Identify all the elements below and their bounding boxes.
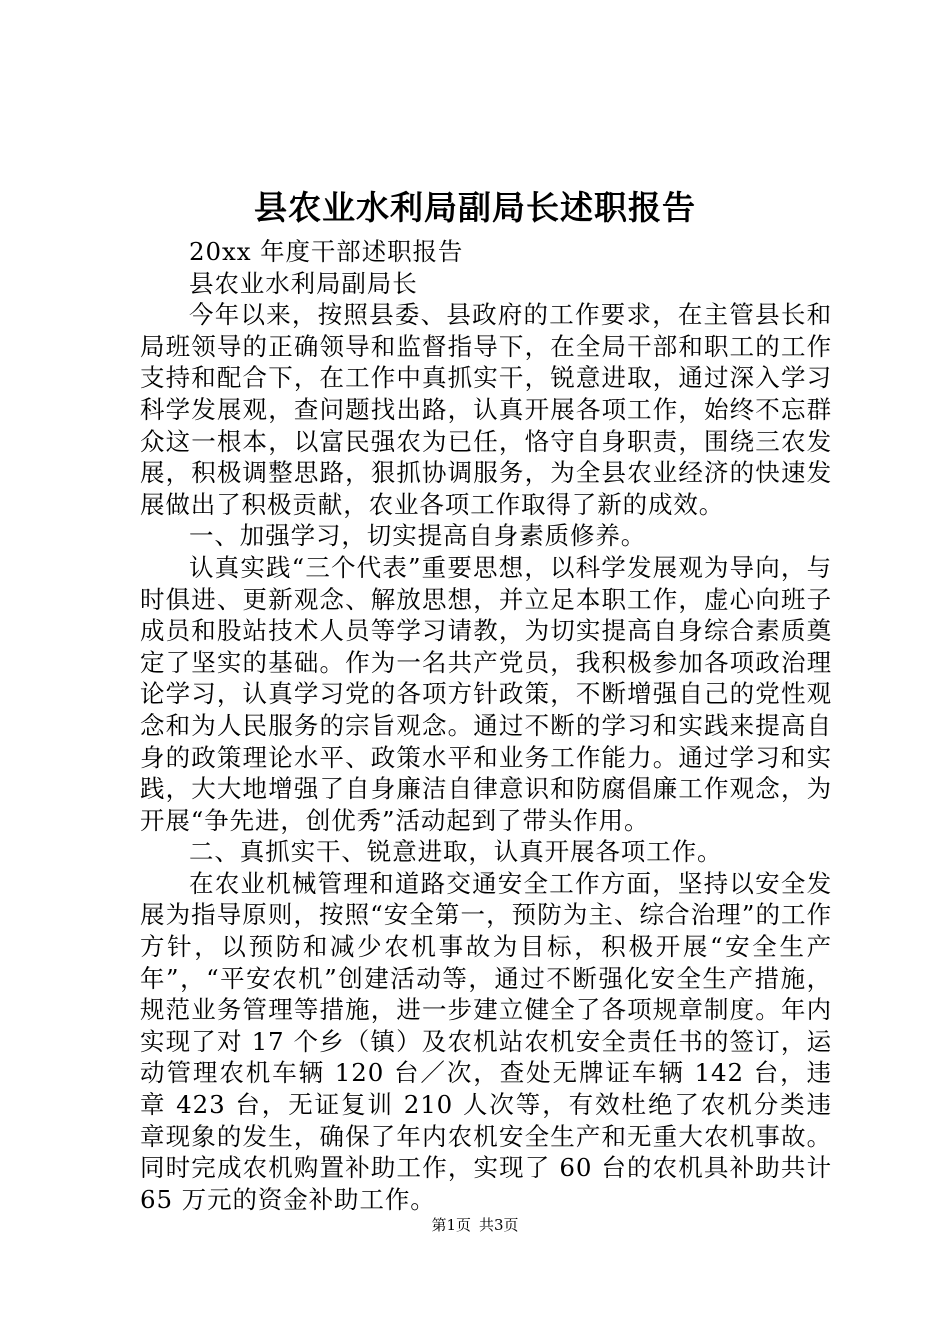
author-position-line: 县农业水利局副局长 [189, 268, 418, 298]
document-body [140, 236, 832, 1215]
page-footer [0, 1214, 950, 1236]
page-total: 共3页 [479, 1216, 519, 1234]
section-heading-1: 一、加强学习，切实提高自身素质修养。 [189, 521, 647, 551]
document-title: 县农业水利局副局长述职报告 [254, 188, 696, 227]
section-1-paragraph: 认真实践“三个代表”重要思想，以科学发展观为导向，与时俱进、更新观念、解放思想，并立足本职工作，虚心向班子成员和股站技术人员等学习请教，为切实提高自身综合素质奠定了坚实的基础。作为一名共产党员，我积极参加各项政治理论学习，认真学习党的各项方针政策，不断增强自己的党性观念和为人民服务的宗旨观念。通过不断的学习和实践来提高自身的政策理论水平、政策水平和业务工作能力。通过学习和实践，大大地增强了自身廉洁自律意识和防腐倡廉工作观念，为开展“争先进，创优秀”活动起到了带头作用。 [140, 552, 832, 835]
section-2-paragraph: 在农业机械管理和道路交通安全工作方面，坚持以安全发展为指导原则，按照“安全第一，预防为主、综合治理”的工作方针，以预防和减少农机事故为目标，积极开展“安全生产年”，“平安农机”创建活动等，通过不断强化安全生产措施，规范业务管理等措施，进一步建立健全了各项规章制度。年内实现了对 17 个乡（镇）及农机站农机安全责任书的签订，运动管理农机车辆 120 台／次，查处无牌证车辆 142 台，违章 423 台，无证复训 210 人次等，有效杜绝了农机分类违章现象的发生，确保了年内农机安全生产和无重大农机事故。同时完成农机购置补助工作，实现了 60 台的农机具补助共计 65 万元的资金补助工作。 [140, 868, 832, 1214]
report-year-line: 20xx 年度干部述职报告 [189, 237, 464, 266]
page-number: 第1页 [431, 1216, 471, 1234]
intro-paragraph: 今年以来，按照县委、县政府的工作要求，在主管县长和局班领导的正确领导和监督指导下，在全局干部和职工的工作支持和配合下，在工作中真抓实干，锐意进取，通过深入学习科学发展观，查问题找出路，认真开展各项工作，始终不忘群众这一根本，以富民强农为已任，恪守自身职责，围绕三农发展，积极调整思路，狠抓协调服务，为全县农业经济的快速发展做出了积极贡献，农业各项工作取得了新的成效。 [140, 300, 832, 519]
section-heading-2: 二、真抓实干、锐意进取，认真开展各项工作。 [189, 837, 723, 867]
